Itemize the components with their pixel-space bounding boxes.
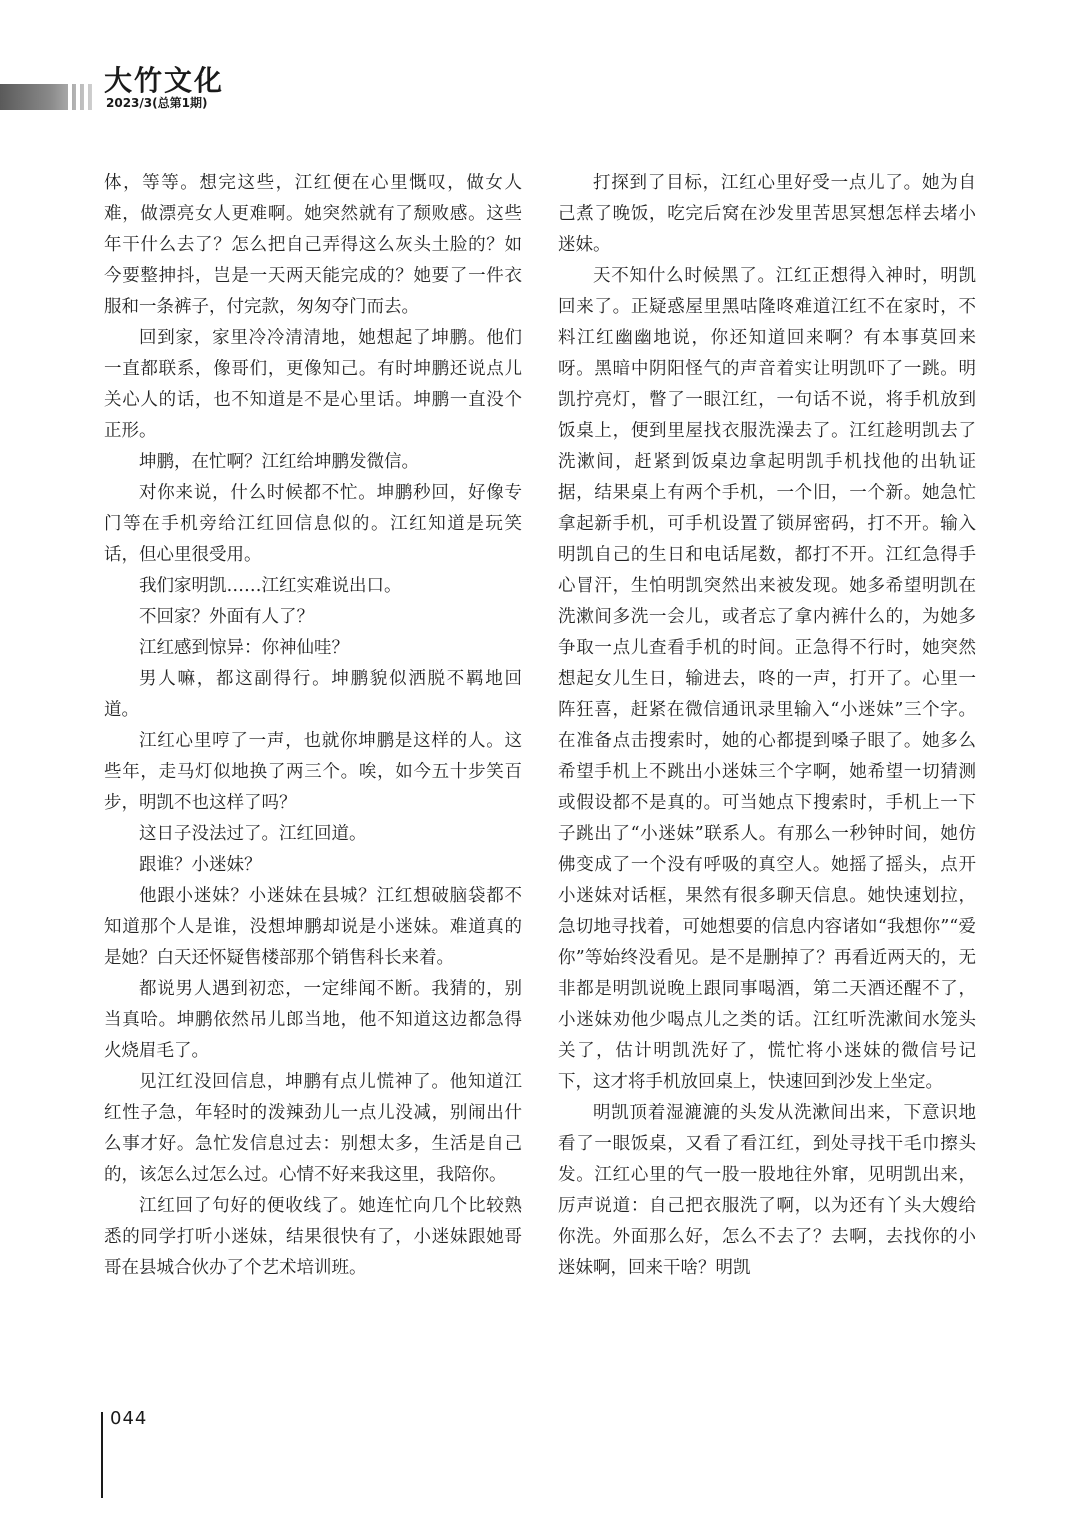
footer-vertical-rule xyxy=(101,1412,103,1498)
paragraph: 明凯顶着湿漉漉的头发从洗漱间出来，下意识地看了一眼饭桌，又看了看江红，到处寻找干毛巾擦头发。江红心里的气一股一股地往外窜，见明凯出来，厉声说道：自己把衣服洗了啊，以为还有丫头大嫂给你洗。外面那么好，怎么不去了？去啊，去找你的小迷妹啊，回来干啥？明凯 xyxy=(558,1103,976,1278)
issue-number: 2023/3(总第1期) xyxy=(106,96,208,110)
paragraph: 体，等等。想完这些，江红便在心里慨叹，做女人难，做漂亮女人更难啊。她突然就有了颓败感。这些年干什么去了？怎么把自己弄得这么灰头土脸的？如今要整抻抖，岂是一天两天能完成的？她要了一件衣服和一条裤子，付完款，匆匆夺门而去。 xyxy=(104,173,522,317)
left-text-column xyxy=(104,168,522,1284)
paragraph: 回到家，家里冷冷清清地，她想起了坤鹏。他们一直都联系，像哥们，更像知己。有时坤鹏还说点儿关心人的话，也不知道是不是心里话。坤鹏一直没个正形。 xyxy=(104,328,522,441)
paragraph: 天不知什么时候黑了。江红正想得入神时，明凯回来了。正疑惑屋里黑咕隆咚难道江红不在家时，不料江红幽幽地说，你还知道回来啊？有本事莫回来呀。黑暗中阴阳怪气的声音着实让明凯吓了一跳。明凯拧亮灯，瞥了一眼江红，一句话不说，将手机放到饭桌上，便到里屋找衣服洗澡去了。江红趁明凯去了洗漱间，赶紧到饭桌边拿起明凯手机找他的出轨证据，结果桌上有两个手机，一个旧，一个新。她急忙拿起新手机，可手机设置了锁屏密码，打不开。输入明凯自己的生日和电话尾数，都打不开。江红急得手心冒汗，生怕明凯突然出来被发现。她多希望明凯在洗漱间多洗一会儿，或者忘了拿内裤什么的，为她多争取一点儿查看手机的时间。正急得不行时，她突然想起女儿生日，输进去，咚的一声，打开了。心里一阵狂喜，赶紧在微信通讯录里输入“小迷妹”三个字。在准备点击搜索时，她的心都提到嗓子眼了。她多么希望手机上不跳出小迷妹三个字啊，她希望一切猜测或假设都不是真的。可当她点下搜索时，手机上一下子跳出了“小迷妹”联系人。有那么一秒钟时间，她仿佛变成了一个没有呼吸的真空人。她摇了摇头，点开小迷妹对话框，果然有很多聊天信息。她快速划拉，急切地寻找着，可她想要的信息内容诸如“我想你”“爱你”等始终没看见。是不是删掉了？再看近两天的，无非都是明凯说晚上跟同事喝酒，第二天酒还醒不了，小迷妹劝他少喝点儿之类的话。江红听洗漱间水笼头关了，估计明凯洗好了，慌忙将小迷妹的微信号记下，这才将手机放回桌上，快速回到沙发上坐定。 xyxy=(558,266,976,1092)
paragraph: 他跟小迷妹？小迷妹在县城？江红想破脑袋都不知道那个人是谁，没想坤鹏却说是小迷妹。难道真的是她？白天还怀疑售楼部那个销售科长来着。 xyxy=(104,886,522,968)
paragraph: 这日子没法过了。江红回道。 xyxy=(139,824,367,844)
paragraph: 我们家明凯……江红实难说出口。 xyxy=(139,576,402,596)
paragraph: 江红感到惊异：你神仙哇？ xyxy=(139,638,349,658)
paragraph: 坤鹏，在忙啊？江红给坤鹏发微信。 xyxy=(139,452,419,472)
header-stripes xyxy=(68,84,88,110)
paragraph: 男人嘛，都这副得行。坤鹏貌似洒脱不羁地回道。 xyxy=(104,669,522,720)
page-number: 044 xyxy=(110,1408,148,1429)
paragraph: 江红心里哼了一声，也就你坤鹏是这样的人。这些年，走马灯似地换了两三个。唉，如今五十步笑百步，明凯不也这样了吗？ xyxy=(104,731,522,813)
magazine-title: 大竹文化 xyxy=(104,64,225,97)
paragraph: 见江红没回信息，坤鹏有点儿慌神了。他知道江红性子急，年轻时的泼辣劲儿一点儿没减，别闹出什么事才好。急忙发信息过去：别想太多，生活是自己的，该怎么过怎么过。心情不好来我这里，我陪你。 xyxy=(104,1072,522,1185)
paragraph: 不回家？外面有人了？ xyxy=(139,607,314,627)
paragraph: 跟谁？小迷妹？ xyxy=(139,855,262,875)
paragraph: 都说男人遇到初恋，一定绯闻不断。我猜的，别当真哈。坤鹏依然吊儿郎当地，他不知道这边都急得火烧眉毛了。 xyxy=(104,979,522,1061)
paragraph: 对你来说，什么时候都不忙。坤鹏秒回，好像专门等在手机旁给江红回信息似的。江红知道是玩笑话，但心里很受用。 xyxy=(104,483,522,565)
paragraph: 打探到了目标，江红心里好受一点儿了。她为自己煮了晚饭，吃完后窝在沙发里苦思冥想怎样去堵小迷妹。 xyxy=(558,173,976,255)
right-text-column xyxy=(558,168,976,1284)
paragraph: 江红回了句好的便收线了。她连忙向几个比较熟悉的同学打听小迷妹，结果很快有了，小迷妹跟她哥哥在县城合伙办了个艺术培训班。 xyxy=(104,1196,522,1278)
